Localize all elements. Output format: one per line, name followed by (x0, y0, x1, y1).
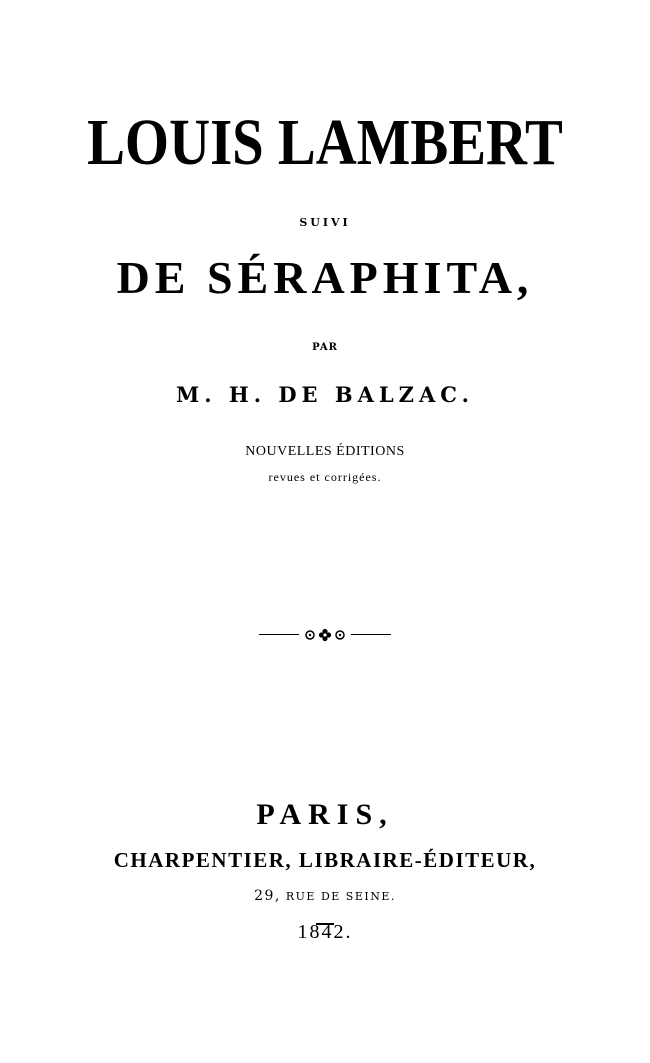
address-number: 29, (254, 888, 281, 904)
ornament-rule-right (351, 634, 391, 635)
city: PARIS, (256, 798, 394, 831)
short-rule (0, 910, 650, 912)
ornament-rule-left (259, 634, 299, 635)
flourish-icon (303, 628, 347, 642)
par-label: PAR (312, 342, 338, 353)
ornament-divider (0, 620, 650, 640)
address-street: RUE DE SEINE. (285, 890, 396, 903)
publisher: CHARPENTIER, LIBRAIRE-ÉDITEUR, (113, 848, 537, 872)
edition-note: revues et corrigées. (268, 470, 382, 484)
publication-year: 1842. (297, 921, 353, 943)
book-subtitle: DE SÉRAPHITA, (116, 252, 534, 303)
book-title: LOUIS LAMBERT (87, 106, 563, 179)
address (0, 888, 650, 904)
edition-line: NOUVELLES ÉDITIONS (245, 444, 405, 459)
author-name: M. H. DE BALZAC. (176, 382, 474, 407)
suivi-label: SUIVI (299, 216, 351, 229)
